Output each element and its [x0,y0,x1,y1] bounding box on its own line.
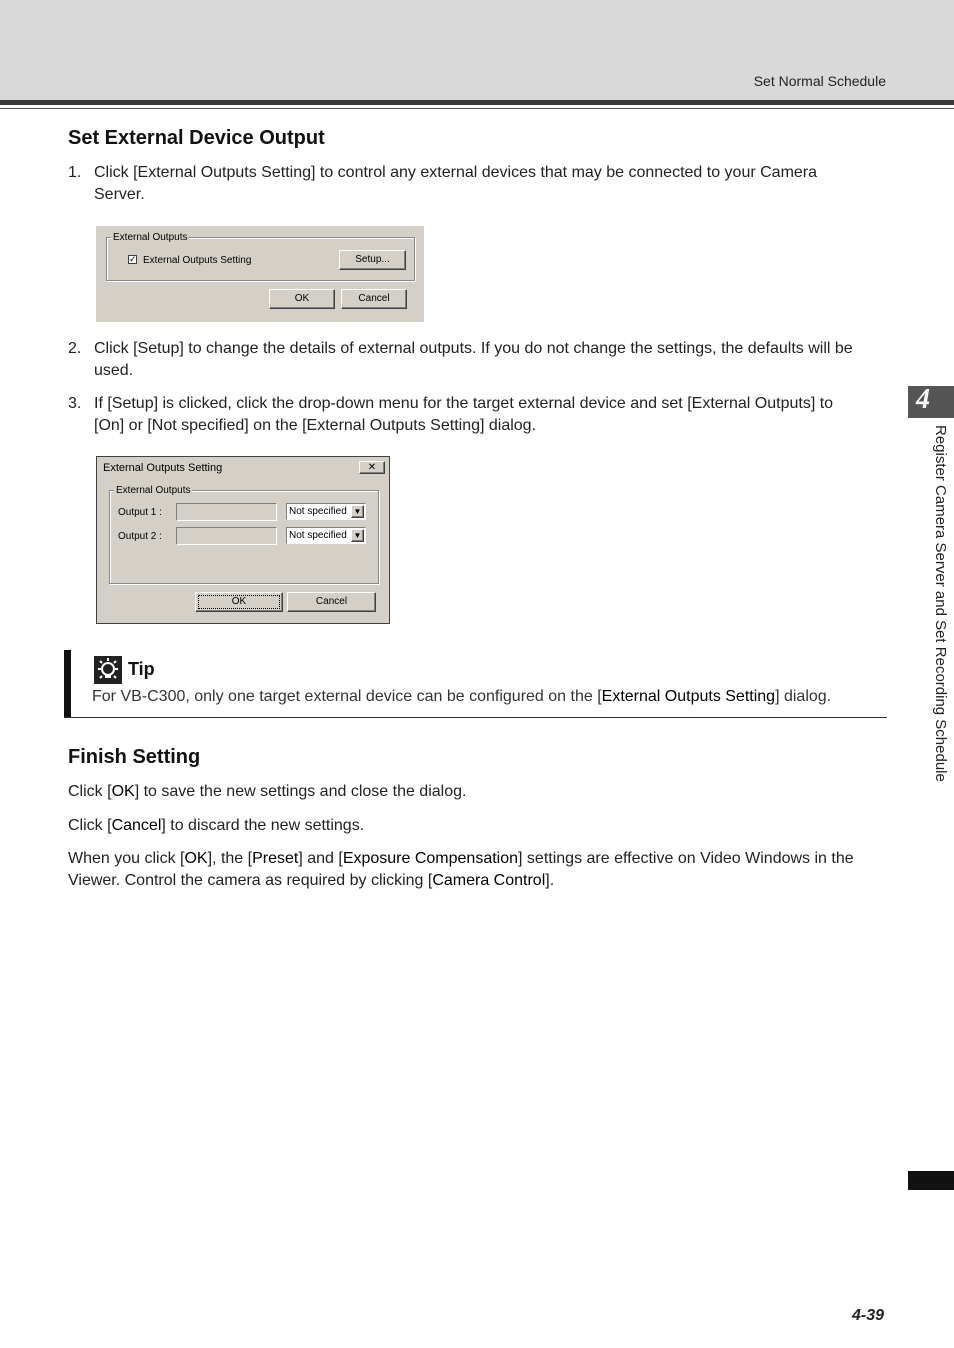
paragraph-line [68,870,854,892]
ui-ref: OK [184,850,208,867]
lightbulb-icon [94,656,122,684]
ui-ref: OK [111,783,135,800]
group-label: External Outputs [116,485,191,496]
step-text-line: Click [Setup] to change the details of external outputs. If you do not change the settings, the defaults will be [94,340,853,357]
paragraph [68,781,466,803]
page-number: 4-39 [851,1307,884,1324]
chevron-down-icon[interactable]: ▼ [351,505,364,518]
output-1-label: Output 1 : [118,507,162,518]
tip-text-part: For VB-C300, only one target external device can be configured on the [ [92,688,602,705]
checkbox-label: External Outputs Setting [143,255,252,266]
step-number: 3. [68,395,82,412]
step-text-line: [On] or [Not specified] on the [External Outputs Setting] dialog. [94,417,537,434]
dialog-titlebar [99,459,387,477]
text-part: ] to discard the new settings. [161,817,365,834]
output-2-dropdown[interactable] [286,527,366,544]
text-part: ] settings are effective on Video Windows in the [518,850,854,867]
setup-button[interactable]: Setup... [339,250,406,270]
ui-ref: Cancel [111,817,162,834]
step-number: 1. [68,164,82,181]
section-heading-finish-setting: Finish Setting [68,746,201,768]
section-heading-external-output: Set External Device Output [68,127,325,149]
external-outputs-checkbox[interactable]: ✓ [129,254,137,264]
chapter-tab [908,386,954,418]
step-text [94,338,853,382]
step-text-line: Server. [94,186,145,203]
text-part: ]. [545,872,555,889]
cancel-button[interactable]: Cancel [287,592,376,612]
external-outputs-panel [96,226,424,322]
thumb-index-block [908,1171,954,1190]
step-number: 2. [68,340,82,357]
external-outputs-setting-dialog [96,456,390,624]
text-part: ], the [ [207,850,253,867]
cancel-button[interactable]: Cancel [341,289,407,309]
header-rule [0,100,954,105]
text-part: Click [ [68,783,112,800]
text-part: ] and [ [298,850,343,867]
running-header: Set Normal Schedule [753,73,886,89]
chapter-title: Register Camera Server and Set Recording Schedule [932,425,949,782]
step-text [94,162,817,206]
tip-text-ui-ref: External Outputs Setting [601,688,776,705]
output-2-label: Output 2 : [118,531,162,542]
dropdown-value: Not specified [289,530,347,541]
ui-ref: Camera Control [432,872,546,889]
step-text-line: Click [External Outputs Setting] to control any external devices that may be connected to your Camera [94,164,818,181]
ui-ref: Preset [252,850,299,867]
dropdown-value: Not specified [289,506,347,517]
ok-button[interactable]: OK [195,592,283,612]
chapter-number: 4 [916,384,930,415]
text-part: Viewer. Control the camera as required by clicking [ [68,872,433,889]
step-text-line: used. [94,362,134,379]
output-2-field [176,527,277,545]
close-icon[interactable]: ✕ [359,461,385,474]
paragraph-line [68,848,854,870]
text-part: Click [ [68,817,112,834]
text-part: ] to save the new settings and close the dialog. [134,783,467,800]
chevron-down-icon[interactable]: ▼ [351,529,364,542]
paragraph [68,848,854,892]
output-1-field [176,503,277,521]
ok-button[interactable]: OK [269,289,335,309]
group-label: External Outputs [113,232,188,243]
tip-text [92,686,831,708]
header-rule-thin [0,108,954,109]
tip-label: Tip [128,659,155,679]
tip-text-part: ] dialog. [775,688,832,705]
step-text-line: If [Setup] is clicked, click the drop-down menu for the target external device and set [External Outputs] to [94,395,834,412]
ui-ref: Exposure Compensation [342,850,519,867]
step-text [94,393,833,437]
text-part: When you click [ [68,850,185,867]
dialog-title: External Outputs Setting [103,462,223,474]
tip-bar [64,650,71,718]
output-1-dropdown[interactable] [286,503,366,520]
tip-rule [64,717,887,718]
paragraph [68,815,364,837]
